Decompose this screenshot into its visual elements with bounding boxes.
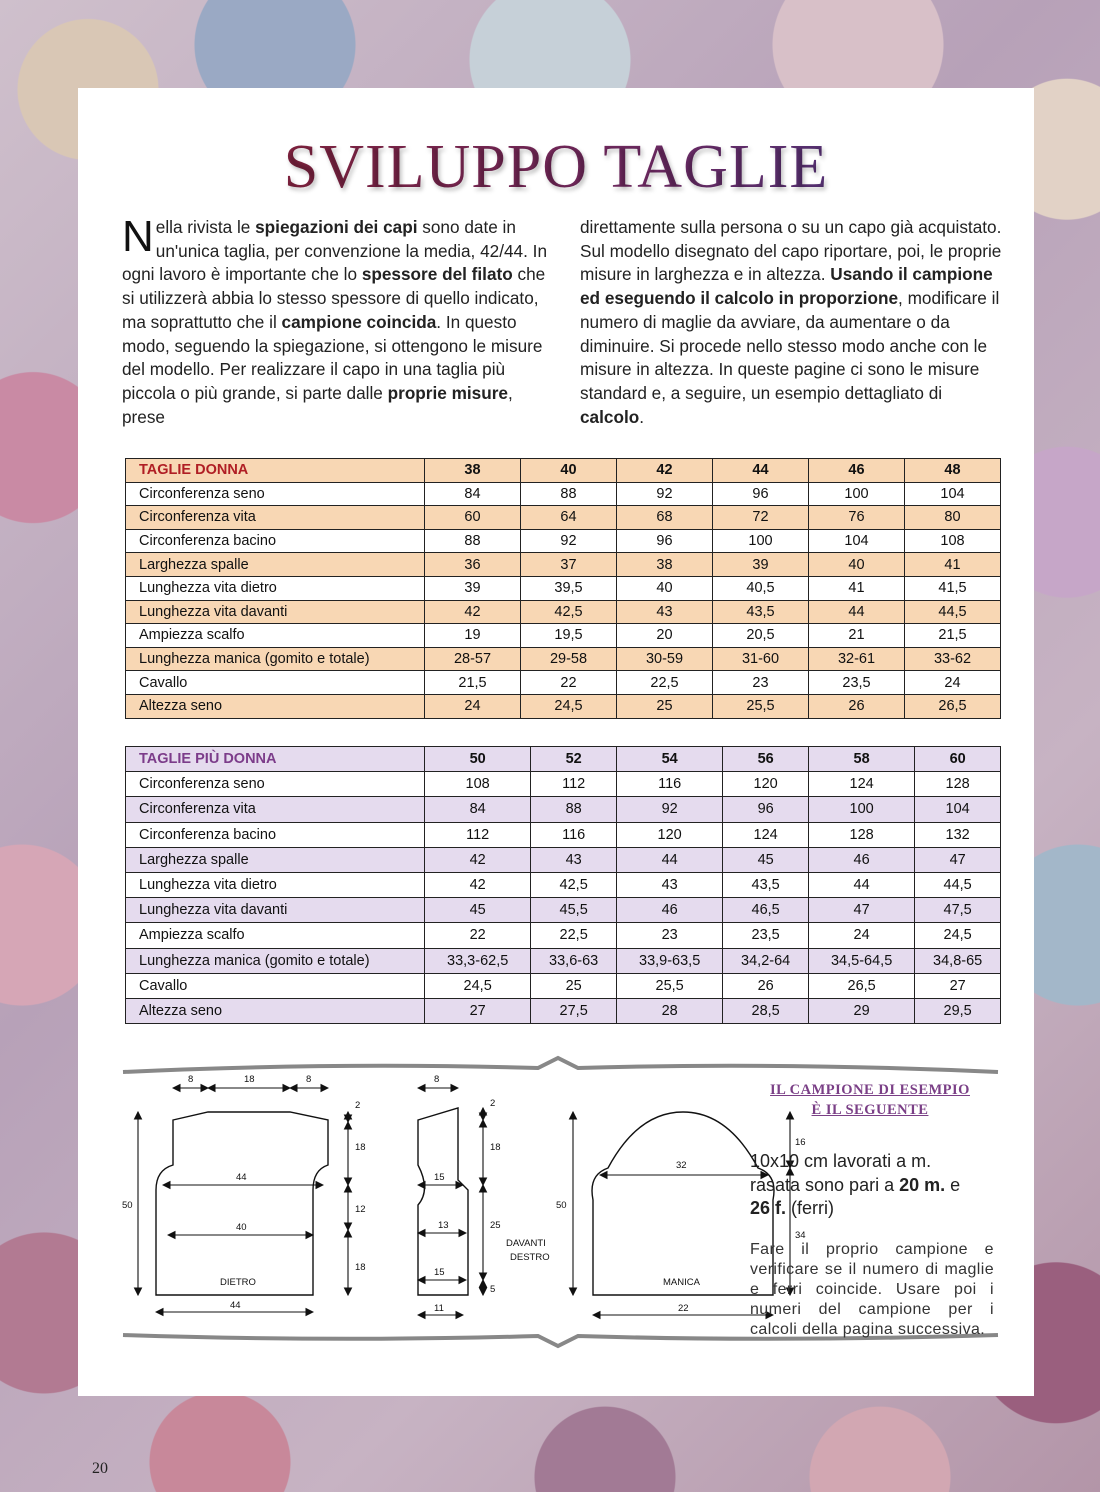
piu-donna-cell: 25,5 — [616, 973, 722, 998]
piu-donna-cell: 44 — [808, 872, 914, 897]
piu-donna-cell: 46 — [808, 847, 914, 872]
donna-cell: 39,5 — [521, 576, 617, 600]
donna-row-label: Circonferenza vita — [126, 506, 425, 530]
donna-cell: 96 — [713, 482, 809, 506]
intro-right-part: calcolo — [580, 406, 640, 427]
piu-donna-cell: 47,5 — [915, 898, 1001, 923]
donna-cell: 96 — [617, 529, 713, 553]
piu-donna-row — [126, 973, 1001, 998]
piu-donna-row — [126, 822, 1001, 847]
piu-donna-row-label: Circonferenza bacino — [126, 822, 425, 847]
dietro-label: DIETRO — [220, 1277, 256, 1288]
piu-donna-row — [126, 872, 1001, 897]
davanti-w3-label: 15 — [434, 1267, 445, 1278]
piu-donna-cell: 45 — [425, 898, 531, 923]
piu-donna-cell: 43 — [531, 847, 617, 872]
donna-cell: 26,5 — [905, 694, 1001, 718]
intro-right — [580, 216, 1002, 429]
piu-donna-cell: 24 — [808, 923, 914, 948]
piu-donna-header-row — [126, 747, 1001, 772]
piu-donna-cell: 104 — [915, 797, 1001, 822]
piu-donna-row-label: TAGLIE PIÙ DONNA — [126, 747, 425, 772]
piu-donna-cell: 33,3-62,5 — [425, 948, 531, 973]
piu-donna-cell: 27,5 — [531, 998, 617, 1023]
piu-donna-cell: 34,5-64,5 — [808, 948, 914, 973]
piu-donna-cell: 128 — [915, 772, 1001, 797]
donna-cell: 42 — [425, 600, 521, 624]
davanti-r4-label: 5 — [490, 1284, 496, 1295]
piu-donna-row-label: Lunghezza vita davanti — [126, 898, 425, 923]
donna-cell: 30-59 — [617, 647, 713, 671]
donna-cell: 64 — [521, 506, 617, 530]
piu-donna-row-label: Lunghezza vita dietro — [126, 872, 425, 897]
donna-cell: 19 — [425, 624, 521, 648]
piu-donna-cell: 26 — [723, 973, 809, 998]
davanti-top-label: 8 — [434, 1074, 440, 1085]
campione-main-part: (ferri) — [786, 1198, 835, 1218]
campione-title-line1: IL CAMPIONE DI ESEMPIO — [770, 1082, 970, 1098]
piu-donna-cell: 128 — [808, 822, 914, 847]
piu-donna-cell: 28 — [616, 998, 722, 1023]
piu-donna-cell: 42 — [425, 872, 531, 897]
dietro-bottom-label: 44 — [230, 1300, 241, 1311]
donna-cell: 23,5 — [809, 671, 905, 695]
dietro-r1-label: 2 — [355, 1100, 361, 1111]
piu-donna-cell: 45,5 — [531, 898, 617, 923]
piu-donna-row — [126, 797, 1001, 822]
intro-left-part: che si utilizzerà abbia lo stesso spessore di quello indicato, ma soprattutto che il — [122, 264, 546, 332]
donna-row — [126, 600, 1001, 624]
intro-left-part: campione coincida — [281, 311, 437, 332]
piu-donna-cell: 112 — [425, 822, 531, 847]
piu-donna-cell: 27 — [915, 973, 1001, 998]
piu-donna-cell: 23,5 — [723, 923, 809, 948]
davanti-label-2: DESTRO — [510, 1252, 550, 1263]
piu-donna-cell: 96 — [723, 797, 809, 822]
donna-row-label: Lunghezza vita dietro — [126, 576, 425, 600]
donna-cell: 44,5 — [905, 600, 1001, 624]
donna-cell: 21 — [809, 624, 905, 648]
piu-donna-cell: 33,6-63 — [531, 948, 617, 973]
donna-cell: 41 — [809, 576, 905, 600]
piu-donna-cell: 120 — [616, 822, 722, 847]
piu-donna-cell: 120 — [723, 772, 809, 797]
donna-row-label: Larghezza spalle — [126, 553, 425, 577]
dietro-left-label: 50 — [122, 1200, 133, 1211]
piu-donna-cell: 43 — [616, 872, 722, 897]
donna-cell: 24 — [905, 671, 1001, 695]
donna-row — [126, 671, 1001, 695]
manica-shape — [592, 1112, 774, 1295]
piu-donna-cell: 50 — [425, 747, 531, 772]
dietro-r3-label: 12 — [355, 1204, 366, 1215]
piu-donna-cell: 22 — [425, 923, 531, 948]
intro-left-part: , prese — [122, 382, 513, 427]
donna-cell: 41 — [905, 553, 1001, 577]
donna-cell: 20,5 — [713, 624, 809, 648]
donna-cell: 76 — [809, 506, 905, 530]
piu-donna-cell: 22,5 — [531, 923, 617, 948]
donna-row — [126, 624, 1001, 648]
piu-donna-cell: 42 — [425, 847, 531, 872]
donna-cell: 39 — [713, 553, 809, 577]
piu-donna-cell: 124 — [723, 822, 809, 847]
piu-donna-cell: 42,5 — [531, 872, 617, 897]
piu-donna-cell: 27 — [425, 998, 531, 1023]
piu-donna-row-label: Circonferenza vita — [126, 797, 425, 822]
campione-text — [750, 1150, 980, 1221]
manica-w1-label: 32 — [676, 1160, 687, 1171]
donna-cell: 84 — [425, 482, 521, 506]
piu-donna-cell: 29 — [808, 998, 914, 1023]
donna-cell: 104 — [905, 482, 1001, 506]
donna-row — [126, 647, 1001, 671]
davanti-label-1: DAVANTI — [506, 1238, 546, 1249]
donna-row — [126, 482, 1001, 506]
page — [78, 88, 1034, 1396]
piu-donna-cell: 116 — [616, 772, 722, 797]
donna-cell: 19,5 — [521, 624, 617, 648]
campione-main-part: 10x10 cm lavorati a m. rasata sono pari a — [750, 1151, 932, 1195]
donna-cell: 60 — [425, 506, 521, 530]
donna-cell: 41,5 — [905, 576, 1001, 600]
piu-donna-cell: 28,5 — [723, 998, 809, 1023]
piu-donna-cell: 44,5 — [915, 872, 1001, 897]
dietro-top-a-label: 8 — [188, 1074, 194, 1085]
manica-r1-label: 16 — [795, 1137, 806, 1148]
donna-row — [126, 506, 1001, 530]
donna-cell: 48 — [905, 459, 1001, 483]
piu-donna-cell: 45 — [723, 847, 809, 872]
piu-donna-cell: 88 — [531, 797, 617, 822]
page-number: 20 — [92, 1460, 108, 1477]
size-table-piu-donna — [125, 746, 1001, 1024]
donna-row-label: TAGLIE DONNA — [126, 459, 425, 483]
donna-cell: 44 — [809, 600, 905, 624]
piu-donna-cell: 132 — [915, 822, 1001, 847]
piu-donna-cell: 33,9-63,5 — [616, 948, 722, 973]
dietro-top-c-label: 8 — [306, 1074, 312, 1085]
piu-donna-cell: 124 — [808, 772, 914, 797]
donna-cell: 80 — [905, 506, 1001, 530]
piu-donna-cell: 60 — [915, 747, 1001, 772]
davanti-w2-label: 13 — [438, 1220, 449, 1231]
intro-left-part: ella rivista le — [155, 217, 256, 237]
campione-title-line2: È IL SEGUENTE — [811, 1102, 929, 1118]
donna-row — [126, 529, 1001, 553]
dietro-w2-label: 40 — [236, 1222, 247, 1233]
campione-main-part: 20 m. — [899, 1174, 946, 1195]
donna-row — [126, 694, 1001, 718]
donna-cell: 40 — [809, 553, 905, 577]
donna-row-label: Lunghezza vita davanti — [126, 600, 425, 624]
piu-donna-row — [126, 898, 1001, 923]
intro-left-part: spessore del filato — [361, 264, 513, 285]
piu-donna-row — [126, 998, 1001, 1023]
donna-cell: 36 — [425, 553, 521, 577]
piu-donna-row-label: Circonferenza seno — [126, 772, 425, 797]
piu-donna-cell: 100 — [808, 797, 914, 822]
intro-right-part: . — [639, 406, 645, 427]
intro-right-part: direttamente sulla persona o su un capo già acquistato. Sul modello disegnato del capo riportare, poi, le proprie misure in larghezza e in altezza. — [580, 217, 1002, 285]
piu-donna-cell: 58 — [808, 747, 914, 772]
piu-donna-cell: 24,5 — [915, 923, 1001, 948]
donna-cell: 23 — [713, 671, 809, 695]
davanti-r2-label: 18 — [490, 1142, 501, 1153]
intro-left-text — [122, 212, 547, 427]
campione-main-part: e — [945, 1174, 961, 1195]
piu-donna-row — [126, 772, 1001, 797]
donna-cell: 72 — [713, 506, 809, 530]
piu-donna-cell: 23 — [616, 923, 722, 948]
piu-donna-row — [126, 847, 1001, 872]
donna-cell: 32-61 — [809, 647, 905, 671]
dietro-w1-label: 44 — [236, 1172, 247, 1183]
donna-cell: 43 — [617, 600, 713, 624]
piu-donna-cell: 92 — [616, 797, 722, 822]
donna-cell: 20 — [617, 624, 713, 648]
donna-cell: 46 — [809, 459, 905, 483]
piu-donna-row-label: Larghezza spalle — [126, 847, 425, 872]
piu-donna-row-label: Altezza seno — [126, 998, 425, 1023]
donna-row-label: Ampiezza scalfo — [126, 624, 425, 648]
donna-cell: 28-57 — [425, 647, 521, 671]
piu-donna-row-label: Cavallo — [126, 973, 425, 998]
piu-donna-cell: 84 — [425, 797, 531, 822]
intro-right-part: Usando il campione ed eseguendo il calcolo in proporzione — [580, 264, 993, 309]
donna-cell: 24,5 — [521, 694, 617, 718]
manica-left-label: 50 — [556, 1200, 567, 1211]
intro-left-part: . In questo modo, seguendo la spiegazione, si ottengono le misure del modello. Per realizzare il capo in una taglia più piccola o più grande, si parte dalle — [122, 311, 543, 403]
donna-cell: 24 — [425, 694, 521, 718]
donna-cell: 100 — [809, 482, 905, 506]
davanti-bottom-label: 11 — [434, 1303, 444, 1314]
donna-cell: 40 — [617, 576, 713, 600]
piu-donna-cell: 26,5 — [808, 973, 914, 998]
piu-donna-cell: 47 — [808, 898, 914, 923]
donna-cell: 21,5 — [905, 624, 1001, 648]
donna-cell: 88 — [521, 482, 617, 506]
piu-donna-cell: 34,8-65 — [915, 948, 1001, 973]
donna-row-label: Circonferenza seno — [126, 482, 425, 506]
piu-donna-row-label: Ampiezza scalfo — [126, 923, 425, 948]
page-title: SVILUPPO TAGLIE — [78, 132, 1034, 203]
donna-row-label: Circonferenza bacino — [126, 529, 425, 553]
donna-row-label: Altezza seno — [126, 694, 425, 718]
donna-cell: 44 — [713, 459, 809, 483]
intro-left — [122, 212, 548, 429]
dropcap: N — [122, 212, 154, 261]
davanti-w1-label: 15 — [434, 1172, 445, 1183]
donna-cell: 40 — [521, 459, 617, 483]
donna-cell: 100 — [713, 529, 809, 553]
campione-note: Fare il proprio campione e verificare se il numero di maglie e ferri coincide. Usare poi i numeri del campione per i calcoli della pagina successiva. — [750, 1241, 994, 1338]
piu-donna-cell: 44 — [616, 847, 722, 872]
donna-row-label: Lunghezza manica (gomito e totale) — [126, 647, 425, 671]
donna-cell: 26 — [809, 694, 905, 718]
donna-cell: 31-60 — [713, 647, 809, 671]
piu-donna-cell: 29,5 — [915, 998, 1001, 1023]
top-rule — [123, 1058, 998, 1072]
donna-cell: 88 — [425, 529, 521, 553]
intro-left-part: sono date in un'unica taglia, per convenzione la media, 42/44. In ogni lavoro è importante che lo — [122, 217, 547, 285]
piu-donna-cell: 24,5 — [425, 973, 531, 998]
piu-donna-cell: 47 — [915, 847, 1001, 872]
piu-donna-cell: 46 — [616, 898, 722, 923]
donna-row — [126, 553, 1001, 577]
donna-cell: 104 — [809, 529, 905, 553]
donna-cell: 42,5 — [521, 600, 617, 624]
size-table-donna — [125, 458, 1001, 719]
donna-cell: 21,5 — [425, 671, 521, 695]
donna-cell: 43,5 — [713, 600, 809, 624]
donna-cell: 22 — [521, 671, 617, 695]
donna-cell: 25,5 — [713, 694, 809, 718]
davanti-r3-label: 25 — [490, 1220, 501, 1231]
manica-label: MANICA — [663, 1277, 700, 1288]
piu-donna-cell: 116 — [531, 822, 617, 847]
dietro-r2-label: 18 — [355, 1142, 366, 1153]
donna-cell: 92 — [617, 482, 713, 506]
donna-cell: 108 — [905, 529, 1001, 553]
donna-cell: 40,5 — [713, 576, 809, 600]
dietro-shape — [156, 1112, 328, 1295]
manica-bottom-label: 22 — [678, 1303, 689, 1314]
intro-right-part: , modificare il numero di maglie da avviare, da aumentare o da diminuire. Si procede nello stesso modo anche con le misure in altezza. In queste pagine ci sono le misure standard e, a seguire, un esempio dettagliato di — [580, 288, 1000, 403]
donna-cell: 37 — [521, 553, 617, 577]
davanti-r1-label: 2 — [490, 1098, 496, 1109]
donna-row-label: Cavallo — [126, 671, 425, 695]
piu-donna-row-label: Lunghezza manica (gomito e totale) — [126, 948, 425, 973]
campione-main-part: 26 f. — [750, 1198, 787, 1218]
dietro-r4-label: 18 — [355, 1262, 366, 1273]
donna-cell: 29-58 — [521, 647, 617, 671]
donna-cell: 42 — [617, 459, 713, 483]
dietro-top-b-label: 18 — [244, 1074, 255, 1085]
piu-donna-cell: 52 — [531, 747, 617, 772]
piu-donna-cell: 56 — [723, 747, 809, 772]
donna-cell: 38 — [425, 459, 521, 483]
piu-donna-row — [126, 948, 1001, 973]
piu-donna-cell: 112 — [531, 772, 617, 797]
piu-donna-cell: 54 — [616, 747, 722, 772]
campione-title — [750, 1080, 990, 1120]
piu-donna-cell: 34,2-64 — [723, 948, 809, 973]
donna-cell: 39 — [425, 576, 521, 600]
piu-donna-cell: 43,5 — [723, 872, 809, 897]
donna-header-row — [126, 459, 1001, 483]
intro-left-part: spiegazioni dei capi — [255, 217, 418, 237]
donna-cell: 25 — [617, 694, 713, 718]
donna-cell: 33-62 — [905, 647, 1001, 671]
donna-row — [126, 576, 1001, 600]
piu-donna-cell: 25 — [531, 973, 617, 998]
intro-left-part: proprie misure — [387, 382, 508, 403]
donna-cell: 22,5 — [617, 671, 713, 695]
donna-cell: 92 — [521, 529, 617, 553]
donna-cell: 38 — [617, 553, 713, 577]
piu-donna-row — [126, 923, 1001, 948]
piu-donna-cell: 108 — [425, 772, 531, 797]
manica-r2-label: 34 — [795, 1230, 806, 1241]
intro-right-text — [580, 217, 1001, 427]
piu-donna-cell: 46,5 — [723, 898, 809, 923]
donna-cell: 68 — [617, 506, 713, 530]
